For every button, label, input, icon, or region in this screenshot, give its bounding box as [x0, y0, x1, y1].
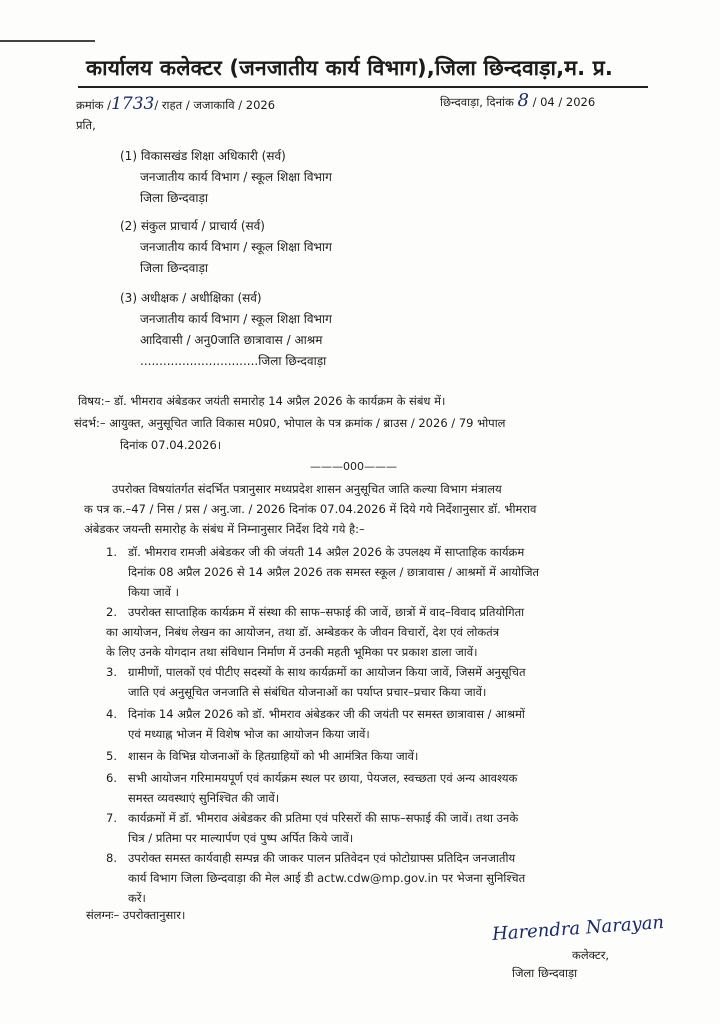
letter-date [440, 90, 595, 111]
item-line: कार्यक्रमों में डॉ. भीमराव अंबेडकर की प्रतिमा एवं परिसरों की साफ–सफाई की जावें। तथा उनके [128, 811, 519, 825]
enclosure-note: संलग्नः– उपरोक्तानुसार। [86, 908, 186, 922]
instruction-item [106, 704, 525, 744]
ref-suffix: / राहत / जजाकावि / 2026 [154, 98, 276, 112]
reference-line: संदर्भ:– आयुक्त, अनुसूचित जाति विकास म0प्र0, भोपाल के पत्र क्रमांक / ब्राउस / 2026 / 79 भोपाल [74, 416, 506, 430]
addressee-line: जनजातीय कार्य विभाग / स्कूल शिक्षा विभाग [140, 312, 332, 326]
item-number: 2. [106, 605, 117, 619]
intro-line: क पत्र क.–47 / निस / प्रस / अनु.जा. / 2026 दिनांक 07.04.2026 में दिये गये निर्देशानुसार डॉ. भीमराव [84, 502, 537, 516]
item-line: दिनांक 14 अप्रैल 2026 को डॉ. भीमराव अंबेडकर जी की जयंती पर समस्त छात्रावास / आश्रमों [128, 707, 525, 721]
date-day-handwritten: 8 [517, 90, 529, 111]
item-line: समस्त व्यवस्थाएं सुनिश्चित की जावें। [128, 791, 280, 805]
item-line: ग्रामीणों, पालकों एवं पीटीए सदस्यों के साथ कार्यक्रमों का आयोजन किया जावें, जिसमें अनुसूचित [128, 665, 526, 679]
date-suffix: / 04 / 2026 [532, 95, 596, 109]
reference-date: दिनांक 07.04.2026। [120, 438, 222, 452]
item-line: एवं मध्याह्न भोजन में विशेष भोज का आयोजन किया जावें। [128, 727, 370, 741]
instruction-item [106, 602, 524, 662]
addressee-line: जनजातीय कार्य विभाग / स्कूल शिक्षा विभाग [140, 240, 332, 254]
item-line: कार्य विभाग जिला छिन्दवाड़ा की मेल आई डी actw.cdw@mp.gov.in पर भेजना सुनिश्चित [128, 871, 526, 885]
addressee-line: जिला छिन्दवाड़ा [140, 261, 208, 275]
designation-district: जिला छिन्दवाड़ा [512, 966, 578, 980]
addressee-2 [120, 216, 332, 279]
instruction-item [106, 746, 418, 766]
addressee-3 [120, 288, 332, 372]
item-line: शासन के विभिन्न योजनाओं के हितग्राहियों को भी आमंत्रित किया जावें। [128, 749, 419, 763]
intro-line: अंबेडकर जयन्ती समारोह के संबंध में निम्नानुसार निर्देश दिये गये है:– [84, 522, 365, 536]
item-number: 1. [106, 545, 117, 559]
addressee-line: ...............................जिला छिन्दवाड़ा [140, 354, 327, 368]
item-number: 6. [106, 771, 117, 785]
prati-label: प्रति, [76, 118, 96, 132]
scan-edge-line [0, 40, 95, 42]
separator: ———000——— [310, 460, 397, 473]
item-line: जाति एवं अनुसूचित जनजाति से संबंधित योजनाओं का पर्याप्त प्रचार–प्रचार किया जावें। [128, 685, 487, 699]
item-number: 4. [106, 707, 117, 721]
addressee-line: (3) अधीक्षक / अधीक्षिका (सर्व) [120, 291, 262, 305]
ref-number-handwritten: 1733 [111, 94, 155, 114]
item-number: 3. [106, 665, 117, 679]
item-line: दिनांक 08 अप्रैल 2026 से 14 अप्रैल 2026 तक समस्त स्कूल / छात्रावास / आश्रमों में आयोजित [128, 565, 540, 579]
item-number: 5. [106, 749, 117, 763]
item-line: करें। [128, 891, 146, 905]
collector-signature: Harendra Narayan [491, 912, 665, 945]
designation-collector: कलेक्टर, [572, 948, 610, 962]
addressee-1 [120, 146, 332, 209]
intro-line: उपरोक्त विषयांतर्गत संदर्भित पत्रानुसार मध्यप्रदेश शासन अनुसूचित जाति कल्या विभाग मंत्रालय [112, 482, 502, 496]
subject-line: विषय:– डॉ. भीमराव अंबेडकर जयंती समारोह 14 अप्रैल 2026 के कार्यक्रम के संबंध में। [78, 394, 446, 408]
date-prefix: छिन्दवाड़ा, दिनांक [440, 95, 514, 109]
heading-underline [78, 86, 648, 88]
addressee-line: जिला छिन्दवाड़ा [140, 191, 208, 205]
instruction-item [106, 542, 539, 602]
instruction-item [106, 808, 518, 848]
item-line: के लिए उनके योगदान तथा संविधान निर्माण में उनकी महती भूमिका पर प्रकाश डाला जावें। [106, 645, 478, 659]
instruction-item [106, 848, 525, 908]
item-line: उपरोक्त साप्ताहिक कार्यक्रम में संस्था की साफ–सफाई की जावें, छात्रों में वाद–विवाद प्रतियोगिता [128, 605, 525, 619]
item-line: डॉ. भीमराव रामजी अंबेडकर जी की जंयती 14 अप्रैल 2026 के उपलक्ष्य में साप्ताहिक कार्यक्रम [128, 545, 525, 559]
addressee-line: आदिवासी / अनु0जाति छात्रावास / आश्रम [140, 333, 323, 347]
reference-number [76, 94, 275, 114]
ref-prefix: क्रमांक / [76, 98, 112, 112]
item-line: चित्र / प्रतिमा पर माल्यार्पण एवं पुष्प अर्पित किये जावें। [128, 831, 354, 845]
item-line: उपरोक्त समस्त कार्यवाही सम्पन्न की जाकर पालन प्रतिवेदन एवं फोटोग्राफ्स प्रतिदिन जनजातीय [128, 851, 516, 865]
item-number: 8. [106, 851, 117, 865]
item-number: 7. [106, 811, 117, 825]
item-line: सभी आयोजन गरिमामयपूर्ण एवं कार्यक्रम स्थल पर छाया, पेयजल, स्वच्छता एवं अन्य आवश्यक [128, 771, 518, 785]
item-line: का आयोजन, निबंध लेखन का आयोजन, तथा डॉ. अम्बेडकर के जीवन विचारों, देश एवं लोकतंत्र [106, 625, 500, 639]
office-heading: कार्यालय कलेक्टर (जनजातीय कार्य विभाग),जिला छिन्दवाड़ा,म. प्र. [86, 56, 614, 80]
instruction-item [106, 662, 526, 702]
addressee-line: (1) विकासखंड शिक्षा अधिकारी (सर्व) [120, 149, 286, 163]
addressee-line: (2) संकुल प्राचार्य / प्राचार्य (सर्व) [120, 219, 265, 233]
addressee-line: जनजातीय कार्य विभाग / स्कूल शिक्षा विभाग [140, 170, 332, 184]
instruction-item [106, 768, 517, 808]
item-line: किया जावें । [128, 585, 180, 599]
